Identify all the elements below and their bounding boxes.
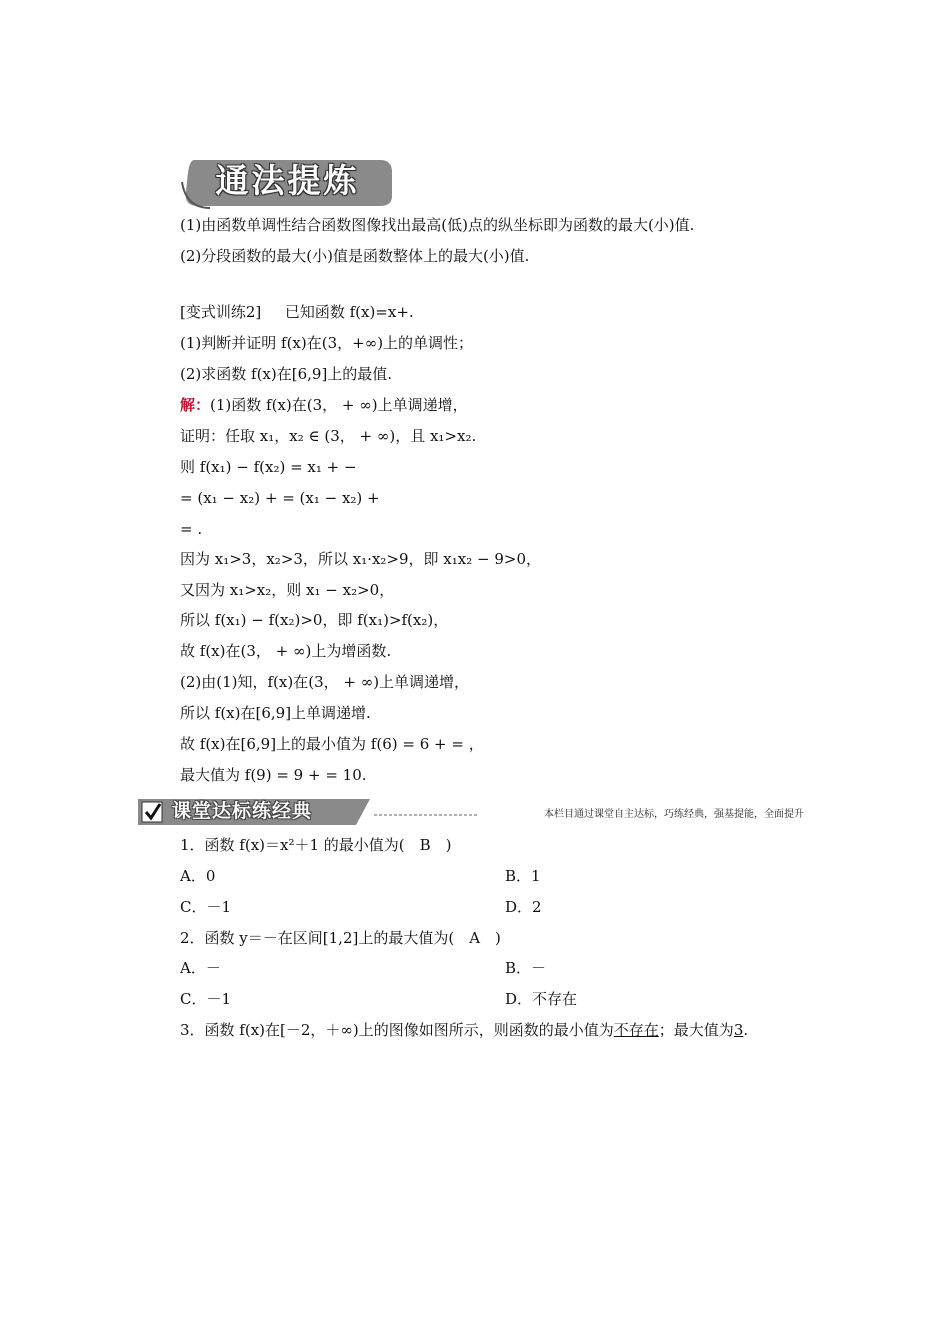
question-2-option-b: B．－ — [505, 959, 547, 977]
question-3-mid: ；最大值为 — [658, 1021, 734, 1039]
question-1-option-c: C．－1 — [180, 898, 232, 916]
solution-line-5: = . — [180, 520, 203, 538]
header-title: 通法提炼 — [215, 161, 360, 200]
exercise-q1: (1)判断并证明 f(x)在(3，+∞)上的单调性； — [180, 334, 474, 352]
exercise-label: [变式训练2] — [180, 303, 262, 321]
section-note: 本栏目通过课堂自主达标，巧练经典，强基提能，全面提升 — [544, 809, 804, 820]
solution-line-12: 故 f(x)在[6,9]上的最小值为 f(6) = 6 + = ， — [180, 735, 484, 753]
solution-line-9: 故 f(x)在(3， + ∞)上为增函数. — [180, 642, 392, 660]
solution-line-6: 因为 x₁>3，x₂>3，所以 x₁·x₂>9，即 x₁x₂ − 9>0， — [180, 550, 542, 568]
question-2-option-d: D．不存在 — [505, 990, 578, 1008]
solution-line-10: (2)由(1)知，f(x)在(3， + ∞)上单调递增， — [180, 673, 470, 691]
question-2-option-a: A．－ — [180, 959, 221, 977]
question-3-prefix: 3．函数 f(x)在[－2，＋∞)上的图像如图所示，则函数的最小值为 — [180, 1021, 614, 1039]
question-1-stem: 1．函数 f(x)＝x²＋1 的最小值为( B ) — [180, 836, 452, 854]
question-1-option-a: A．0 — [180, 867, 216, 885]
solution-line-8: 所以 f(x₁) − f(x₂)>0，即 f(x₁)>f(x₂)， — [180, 611, 449, 629]
summary-line-2: (2)分段函数的最大(小)值是函数整体上的最大(小)值. — [180, 247, 530, 265]
question-2-stem: 2．函数 y＝－在区间[1,2]上的最大值为( A ) — [180, 929, 501, 947]
exercise-q2: (2)求函数 f(x)在[6,9]上的最值. — [180, 365, 393, 383]
solution-line-3: 则 f(x₁) − f(x₂) = x₁ + − — [180, 458, 357, 476]
section-band — [138, 797, 806, 827]
question-3 — [180, 1020, 748, 1040]
section-header-badge — [180, 156, 395, 210]
solution-line-2: 证明：任取 x₁，x₂ ∈ (3， + ∞)，且 x₁>x₂. — [180, 427, 477, 445]
summary-line-1: (1)由函数单调性结合函数图像找出最高(低)点的纵坐标即为函数的最大(小)值. — [180, 216, 695, 234]
question-3-answer-min: 不存在 — [613, 1021, 659, 1039]
solution-label: 解： — [180, 396, 211, 414]
question-1-option-d: D．2 — [505, 898, 542, 916]
question-1-option-b: B．1 — [505, 867, 541, 885]
exercise-stem: 已知函数 f(x)=x+. — [284, 303, 414, 321]
solution-line-1 — [180, 395, 468, 415]
solution-line-4: = (x₁ − x₂) + = (x₁ − x₂) + — [180, 489, 380, 507]
solution-text: (1)函数 f(x)在(3， + ∞)上单调递增， — [210, 396, 468, 414]
solution-line-7: 又因为 x₁>x₂，则 x₁ − x₂>0， — [180, 581, 395, 599]
question-2-option-c: C．－1 — [180, 990, 232, 1008]
solution-line-13: 最大值为 f(9) = 9 + = 10. — [180, 766, 367, 784]
section-title: 课堂达标练经典 — [172, 800, 313, 822]
exercise-heading — [180, 302, 414, 322]
question-3-suffix: . — [743, 1021, 749, 1039]
question-3-answer-max: 3 — [733, 1021, 744, 1039]
solution-line-11: 所以 f(x)在[6,9]上单调递增. — [180, 704, 371, 722]
